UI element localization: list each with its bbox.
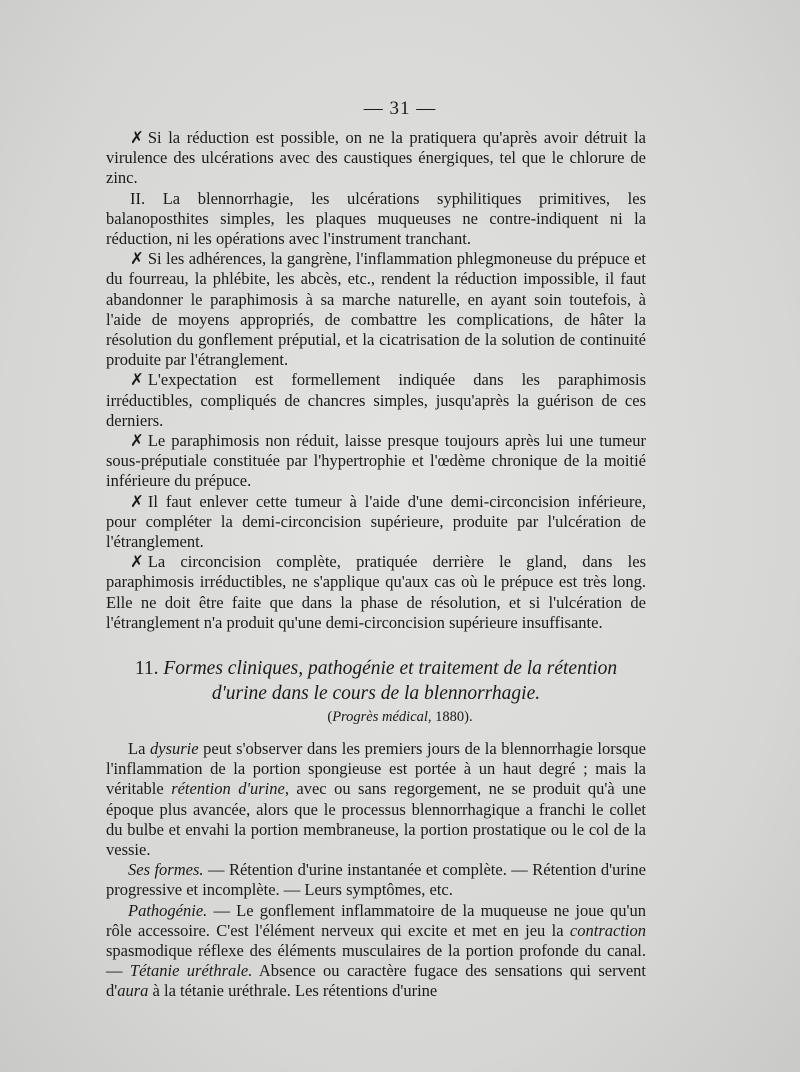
paragraph xyxy=(106,552,646,633)
page-number: — 31 — xyxy=(363,98,437,119)
italic-term: contraction xyxy=(569,920,646,940)
paragraph-text: L'expectation est formellement indiquée dans les paraphimosis irréductibles, compliqués de chancres simples, jusqu'après la guérison de ces derniers. xyxy=(106,370,646,430)
italic-term: dysurie xyxy=(150,739,199,758)
text-block-bottom xyxy=(106,739,646,1002)
paragraph xyxy=(106,739,646,860)
section-title-line-2: d'urine dans le cours de la blennorrhagie. xyxy=(211,683,541,704)
italic-term: Ses formes. xyxy=(128,860,204,880)
source-journal: Progrès médical xyxy=(332,709,428,725)
section-number: 11. xyxy=(134,658,159,679)
paragraph xyxy=(106,249,646,370)
margin-mark-icon: ✗ xyxy=(130,370,144,390)
paragraph xyxy=(106,860,646,900)
text-block-top xyxy=(106,128,646,633)
italic-term: Tétanie uréthrale. xyxy=(129,961,253,981)
section-title xyxy=(96,656,656,706)
paragraph-text: Le paraphimosis non réduit, laisse presque toujours après lui une tumeur sous-préputiale constituée par l'hypertrophie et l'œdème chronique de la moitié inférieure du prépuce. xyxy=(106,431,646,491)
paragraph xyxy=(106,370,646,431)
paragraph-text: Il faut enlever cette tumeur à l'aide d'une demi-circoncision inférieure, pour compléter la demi-circoncision supérieure, produite par l'ulcération de l'étranglement. xyxy=(106,491,646,552)
paragraph xyxy=(106,492,646,553)
italic-term: aura xyxy=(117,981,149,1001)
paragraph-text: Si les adhérences, la gangrène, l'inflammation phlegmoneuse du prépuce et du fourreau, la phlébite, les abcès, etc., rendent la réduction impossible, il faut abandonner le paraphimosis à sa marche naturelle, en ayant soin toutefois, à l'aide de moyens appropriés, de combattre les complications, de hâter la résolution du gonflement préputial, et la cicatrisation de la solution de continuité produite par l'étranglement. xyxy=(106,249,646,370)
paragraph-text: Si la réduction est possible, on ne la pratiquera qu'après avoir détruit la virulence des ulcérations avec des caustiques énergiques, tel que le chlorure de zinc. xyxy=(106,128,646,188)
italic-term: rétention d'urine xyxy=(171,779,285,799)
text-run: La xyxy=(128,739,150,758)
margin-mark-icon: ✗ xyxy=(130,128,144,147)
italic-term: Pathogénie. xyxy=(128,900,208,920)
section-title-line-1: Formes cliniques, pathogénie et traitement de la rétention xyxy=(163,658,618,679)
margin-mark-icon: ✗ xyxy=(130,552,144,572)
source-year: , 1880). xyxy=(427,709,473,725)
text-run: à la tétanie uréthrale. Les rétentions d'urine xyxy=(148,981,438,1001)
paragraph xyxy=(106,128,646,189)
paragraph-text: II. La blennorrhagie, les ulcérations syphilitiques primitives, les balanoposthites simples, les plaques muqueuses ne contre-indiquent ni la réduction, ni les opérations avec l'instrument tranchant. xyxy=(106,188,646,249)
paragraph-text: La circoncision complète, pratiquée derrière le gland, dans les paraphimosis irréductibles, ne s'applique qu'aux cas où le prépuce est très long. Elle ne doit être faite que dans la phase de résolution, et si l'ulcération de l'étranglement n'a produit qu'une demi-circoncision supérieure insuffisante. xyxy=(106,552,646,632)
text-run: — Rétention d'urine instantanée et complète. — Rétention d'urine progressive et incomplète. — Leurs symptômes, etc. xyxy=(106,860,646,900)
paragraph xyxy=(106,189,646,250)
margin-mark-icon: ✗ xyxy=(130,491,144,511)
paragraph xyxy=(106,431,646,492)
text-run: , avec ou sans regorgement, ne se produit qu'à une époque plus avancée, alors que le processus blennorrhagique a franchi le collet du bulbe et envahi la portion membraneuse, la portion prostatique ou le col de la vessie. xyxy=(106,779,646,860)
paragraph xyxy=(106,901,646,1002)
margin-mark-icon: ✗ xyxy=(130,431,144,451)
text-run: peut s'observer dans les premiers jours de la blennorrhagie lorsque l'inflammation de la portion spongieuse est portée à un haut degré ; mais la véritable xyxy=(106,739,647,799)
text-run: — Le gonflement inflammatoire de la muqueuse ne joue qu'un rôle accessoire. C'est l'élément nerveux qui excite et met en jeu la xyxy=(106,900,646,940)
margin-mark-icon: ✗ xyxy=(130,249,144,269)
text-run: Absence ou caractère fugace des sensations qui servent d' xyxy=(106,961,646,1001)
text-run: spasmodique réflexe des éléments musculaires de la portion profonde du canal. — xyxy=(106,941,646,981)
source-citation: (Progrès médical, 1880). xyxy=(327,709,473,725)
